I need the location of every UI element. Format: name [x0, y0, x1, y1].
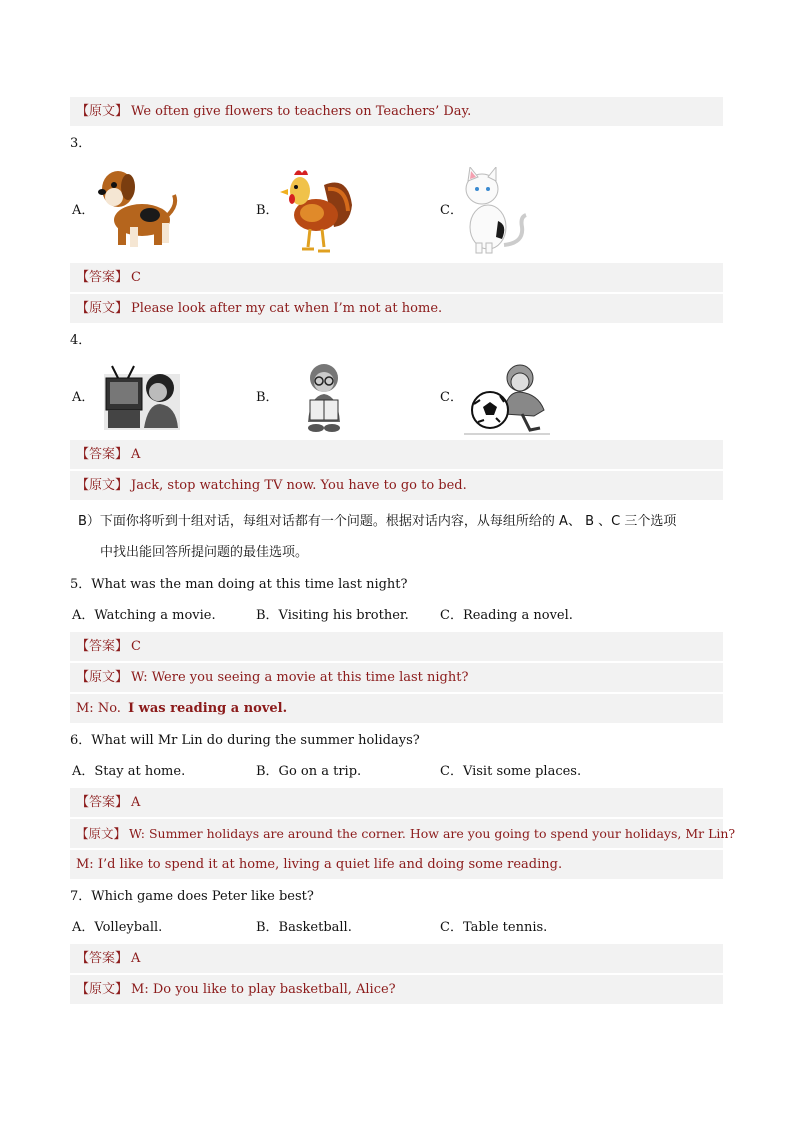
reply-text: M: I’d like to spend it at home, living a quiet life and doing some reading. — [76, 856, 563, 872]
answer-value: A — [131, 446, 141, 462]
q4-option-a-label: A． — [72, 390, 95, 405]
transcript-text: W: Summer holidays are around the corner. How are you going to spend your holidays, Mr Lin? — [129, 825, 736, 841]
question-number-3: 3． — [70, 136, 92, 151]
rooster-icon — [278, 165, 354, 255]
q5-option-b: B．Visiting his brother. — [256, 608, 409, 623]
answer-row-q3 — [70, 263, 723, 292]
section-b-instruction: B）下面你将听到十组对话，每组对话都有一个问题。根据对话内容，从每组所给的 A、 B 、C 三个选项 — [78, 514, 677, 529]
q6-option-a: A．Stay at home. — [72, 764, 186, 779]
transcript-bracket: 【原文】 — [76, 981, 129, 997]
transcript-text: M: Do you like to play basketball, Alice? — [131, 981, 396, 997]
q7-option-a: A．Volleyball. — [72, 920, 163, 935]
answer-bracket: 【答案】 — [76, 269, 129, 285]
transcript-bracket: 【原文】 — [76, 477, 129, 493]
q7-option-b: B．Basketball. — [256, 920, 352, 935]
tv-boy-icon — [104, 364, 182, 432]
transcript-text: Please look after my cat when I’m not at home. — [131, 300, 443, 316]
soccer-kid-icon — [464, 362, 552, 438]
q3-option-b-label: B． — [256, 203, 279, 218]
answer-value: A — [131, 950, 141, 966]
q3-option-c-label: C． — [440, 203, 463, 218]
transcript-text: W: Were you seeing a movie at this time last night? — [131, 669, 469, 685]
transcript-bracket: 【原文】 — [76, 300, 129, 316]
transcript-text: Jack, stop watching TV now. You have to go to bed. — [131, 477, 467, 493]
answer-row-q4 — [70, 440, 723, 469]
answer-row-q5 — [70, 632, 723, 661]
q4-option-b-label: B． — [256, 390, 279, 405]
transcript-row-q6 — [70, 819, 736, 848]
question-number-4: 4． — [70, 333, 92, 348]
answer-row-q7 — [70, 944, 723, 973]
question-5: 5．What was the man doing at this time last night? — [70, 577, 408, 592]
q5-option-c: C．Reading a novel. — [440, 608, 573, 623]
q3-option-a-label: A． — [72, 203, 95, 218]
transcript-text: We often give flowers to teachers on Teachers’ Day. — [131, 103, 472, 119]
transcript-row-q7 — [70, 975, 723, 1004]
transcript-row-q2 — [70, 97, 723, 126]
transcript-bracket: 【原文】 — [76, 103, 129, 119]
question-6: 6．What will Mr Lin do during the summer holidays? — [70, 733, 420, 748]
answer-value: A — [131, 794, 141, 810]
q4-option-c-label: C． — [440, 390, 463, 405]
answer-bracket: 【答案】 — [76, 446, 129, 462]
answer-bracket: 【答案】 — [76, 794, 129, 810]
transcript-reply-q5 — [70, 694, 723, 723]
dog-icon — [94, 165, 178, 253]
transcript-bracket: 【原文】 — [76, 669, 129, 685]
transcript-reply-q6 — [70, 850, 723, 879]
reading-kid-icon — [302, 362, 346, 434]
answer-bracket: 【答案】 — [76, 638, 129, 654]
transcript-row-q3 — [70, 294, 723, 323]
reply-key-sentence: I was reading a novel. — [128, 700, 288, 716]
q6-option-b: B．Go on a trip. — [256, 764, 362, 779]
section-b-instruction-cont: 中找出能回答所提问题的最佳选项。 — [100, 545, 309, 560]
q7-option-c: C．Table tennis. — [440, 920, 548, 935]
answer-value: C — [131, 638, 141, 654]
reply-prefix: M: No. — [76, 700, 126, 716]
transcript-row-q4 — [70, 471, 723, 500]
answer-bracket: 【答案】 — [76, 950, 129, 966]
transcript-row-q5 — [70, 663, 723, 692]
question-7: 7．Which game does Peter like best? — [70, 889, 314, 904]
q6-option-c: C．Visit some places. — [440, 764, 582, 779]
answer-value: C — [131, 269, 141, 285]
cat-icon — [462, 167, 530, 255]
answer-row-q6 — [70, 788, 723, 817]
transcript-bracket: 【原文】 — [76, 825, 127, 841]
q5-option-a: A．Watching a movie. — [72, 608, 216, 623]
